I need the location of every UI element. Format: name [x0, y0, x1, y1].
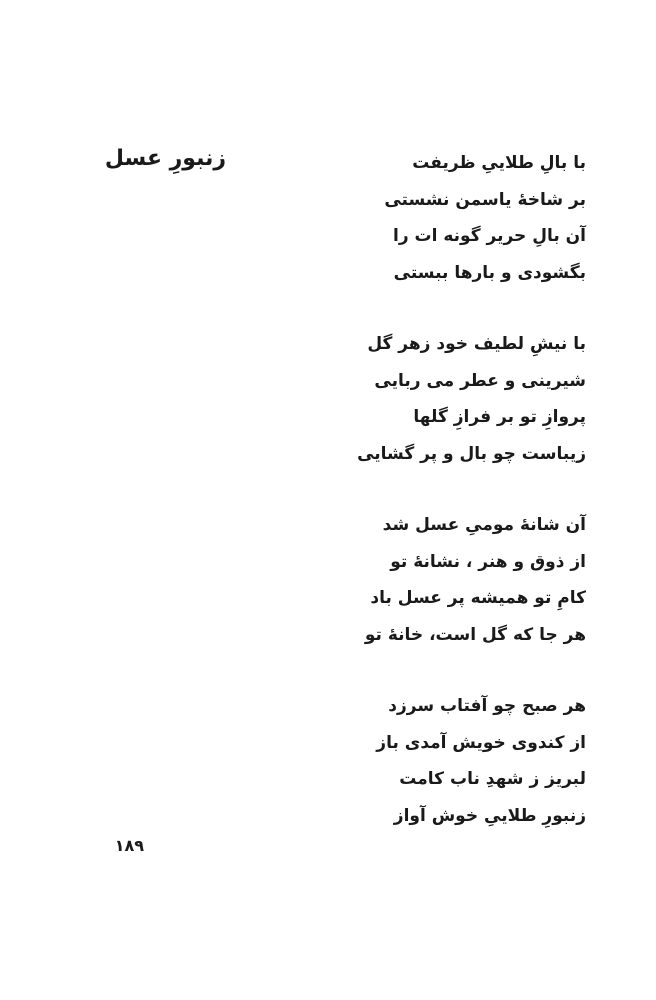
poem-body [286, 148, 586, 837]
poem-line: با بالِ طلاییِ ظریفت [412, 153, 586, 173]
poem-line: پروازِ تو بر فرازِ گلها [413, 407, 586, 427]
stanza-2 [286, 329, 586, 475]
poem-line: زنبورِ طلاییِ خوش آواز [393, 805, 586, 826]
poem-line: از کندوی خویش آمدی باز [376, 732, 586, 753]
poem-line: کامِ تو همیشه پر عسل باد [370, 588, 586, 608]
poem-line: از ذوق و هنر ، نشانهٔ تو [390, 551, 586, 572]
stanza-4 [286, 691, 586, 837]
stanza-3 [286, 510, 586, 656]
poem-line: زیباست چو بال و پر گشایی [357, 443, 586, 464]
poem-line: بگشودی و بارها ببستی [393, 262, 586, 283]
poem-title: زنبورِ عسل [104, 146, 226, 171]
poem-line: هر صبح چو آفتاب سرزد [388, 696, 586, 716]
poem-line: آن بالِ حریر گونه ات را [393, 226, 586, 246]
poem-line: آن شانهٔ مومیِ عسل شد [382, 515, 586, 535]
poem-line: هر جا که گل است، خانهٔ تو [364, 624, 586, 645]
stanza-1 [286, 148, 586, 294]
poem-line: شیرینی و عطر می ربایی [374, 370, 586, 391]
page-number: ۱۸۹ [114, 836, 144, 855]
poem-line: با نیشِ لطیف خود زهر گل [367, 334, 586, 354]
poem-line: بر شاخهٔ یاسمن نشستی [384, 189, 586, 210]
poem-line: لبریز ز شهدِ ناب کامت [399, 769, 586, 789]
